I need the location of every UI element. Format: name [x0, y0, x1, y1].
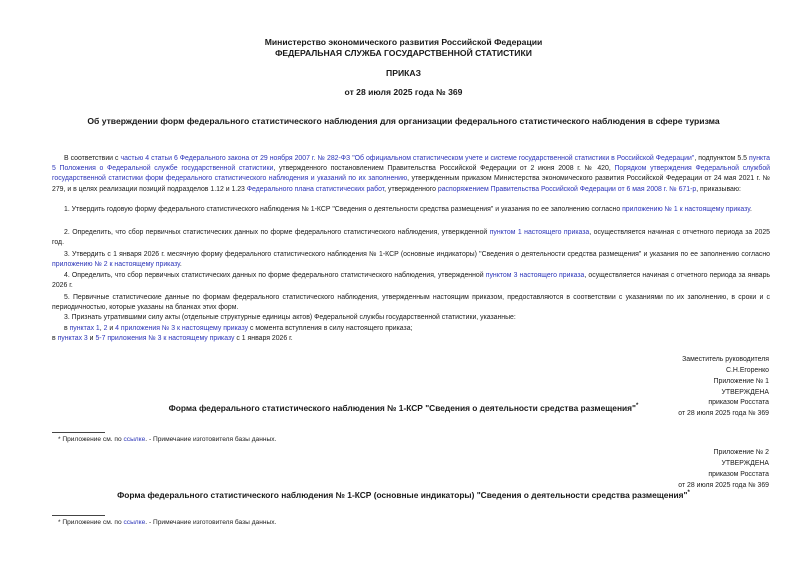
item-2: 2. Определить, что сбор первичных статистических данных по форме федерального статистического наблюдения, утвержденной пунктом 1 настоящего приказа, осуществляется начиная с отчетного периода за 2025 год. — [52, 229, 770, 247]
law-link[interactable]: частью 4 статьи 6 Федерального закона от 29 ноября 2007 г. № 282-ФЗ "Об официальном статистическом учете и системе государственной статистики в Российской Федерации" — [120, 155, 695, 162]
procedure-link[interactable]: Порядком утверждения Федеральной службой государственной статистики форм федерального статистического наблюдения и указаний по их заполнению — [52, 165, 770, 183]
points-5-7-appendix-3-link[interactable]: 5-7 приложения № 3 к настоящему приказу — [95, 335, 235, 342]
service-name: ФЕДЕРАЛЬНАЯ СЛУЖБА ГОСУДАРСТВЕННОЙ СТАТИСТИКИ — [275, 48, 532, 58]
appendix-1-by-order: приказом Росстата — [708, 399, 769, 406]
regulation-link[interactable]: пункта 5 Положения о Федеральной службе государственной статистики — [52, 155, 771, 173]
point-1-link[interactable]: пунктом 1 настоящего приказа — [489, 229, 590, 236]
sub-item-2: в пунктах 3 и 5-7 приложения № 3 к настоящему приказу с 1 января 2026 г. — [52, 335, 293, 342]
doc-date-number: от 28 июля 2025 года № 369 — [344, 87, 463, 97]
footnote-divider — [52, 515, 105, 516]
appendix-2-link[interactable]: приложению № 2 к настоящему приказу — [52, 261, 180, 269]
appendix-2-form-title: Форма федерального статистического наблюдения № 1-КСР (основные индикаторы) "Сведения о деятельности средства размещения"* — [117, 490, 690, 500]
appendix-1-link[interactable]: приложению № 1 к настоящему приказу — [622, 206, 750, 213]
preamble-paragraph: В соответствии с частью 4 статьи 6 Федерального закона от 29 ноября 2007 г. № 282-ФЗ "Об официальном статистическом учете и системе государственной статистики в Российской Федерации", подпунктом 5.5 пункта 5 Положения о Федеральной службе государственной статистики, утвержденного постановлением Правительства Российской Федерации от 2 июня 2008 г. № 420, Порядком утверждения Федеральной службой государственной статистики форм федерального статистического наблюдения и указаний по их заполнению, утвержденным приказом Министерства экономического развития Российской Федерации от 24 мая 2021 г. № 279, и в целях реализации позиций подразделов 1.12 и 1.23 Федерального плана статистических работ, утвержденного распоряжением Правительства Российской Федерации от 6 мая 2008 г. № 671-р, приказываю: — [52, 155, 771, 193]
appendix-1-footnote: * Приложение см. по ссылке. - Примечание изготовителя базы данных. — [58, 436, 277, 443]
appendix-2-footnote: * Приложение см. по ссылке. - Примечание изготовителя базы данных. — [58, 519, 277, 526]
item-1: 1. Утвердить годовую форму федерального статистического наблюдения № 1-КСР "Сведения о деятельности средства размещения" и указания по ее заполнению согласно приложению № 1 к настоящему приказу. — [64, 206, 752, 213]
appendix-2-approved: УТВЕРЖДЕНА — [721, 460, 769, 467]
appendix-2-date: от 28 июля 2025 года № 369 — [678, 482, 769, 489]
points-1-link[interactable]: пунктах 1 — [69, 325, 100, 332]
point-4-appendix-3-link[interactable]: 4 приложения № 3 к настоящему приказу — [115, 325, 249, 332]
item-5: 5. Первичные статистические данные по формам федерального статистического наблюдения, утвержденным настоящим приказом, предоставляются в соответствии с указаниями по их заполнению, в сроки и с периодичностью, которые указаны на бланках этих форм. — [52, 294, 770, 312]
doc-type: ПРИКАЗ — [386, 68, 421, 78]
page-title: Об утверждении форм федерального статистического наблюдения для организации федерального статистического наблюдения в сфере туризма — [87, 116, 720, 126]
signer-position: Заместитель руководителя — [682, 356, 769, 363]
item-4: 4. Определить, что сбор первичных статистических данных по форме федерального статистического наблюдения, утвержденной пунктом 3 настоящего приказа, осуществляется начиная с отчетного периода за январь 2026 г. — [52, 272, 771, 290]
decree-link[interactable]: распоряжением Правительства Российской Федерации от 6 мая 2008 г. № 671-р — [437, 185, 697, 193]
item-3: 3. Утвердить с 1 января 2026 г. месячную форму федерального статистического наблюдения № 1-КСР (основные индикаторы) "Сведения о деятельности средства размещения" и указания по ее заполнению согласно приложению № 2 к настоящему приказу. — [52, 251, 770, 269]
appendix-1-date: от 28 июля 2025 года № 369 — [678, 410, 769, 417]
points-3-link[interactable]: пунктах 3 — [57, 335, 88, 342]
item-6: 3. Признать утратившими силу акты (отдельные структурные единицы актов) Федеральной службы государственной статистики, указанные: — [64, 314, 516, 321]
ministry-name: Министерство экономического развития Российской Федерации — [264, 37, 543, 47]
appendix-1-approved: УТВЕРЖДЕНА — [721, 389, 769, 396]
appendix-1-label: Приложение № 1 — [713, 378, 769, 385]
footnote-divider — [52, 432, 105, 433]
appendix-2-by-order: приказом Росстата — [708, 471, 769, 478]
appendix-2-ref-link[interactable]: ссылке — [123, 519, 146, 526]
stat-plan-link[interactable]: Федерального плана статистических работ — [246, 185, 385, 193]
appendix-2-label: Приложение № 2 — [713, 449, 769, 456]
appendix-1-ref-link[interactable]: ссылке — [123, 436, 146, 443]
signer-name: С.Н.Егоренко — [726, 367, 769, 374]
point-2-link[interactable]: 2 — [103, 325, 108, 332]
appendix-1-form-title: Форма федерального статистического наблюдения № 1-КСР "Сведения о деятельности средства размещения"* — [168, 403, 639, 413]
point-3-link[interactable]: пунктом 3 настоящего приказа — [485, 272, 585, 279]
sub-item-1: в пунктах 1, 2 и 4 приложения № 3 к настоящему приказу с момента вступления в силу настоящего приказа; — [64, 325, 413, 332]
